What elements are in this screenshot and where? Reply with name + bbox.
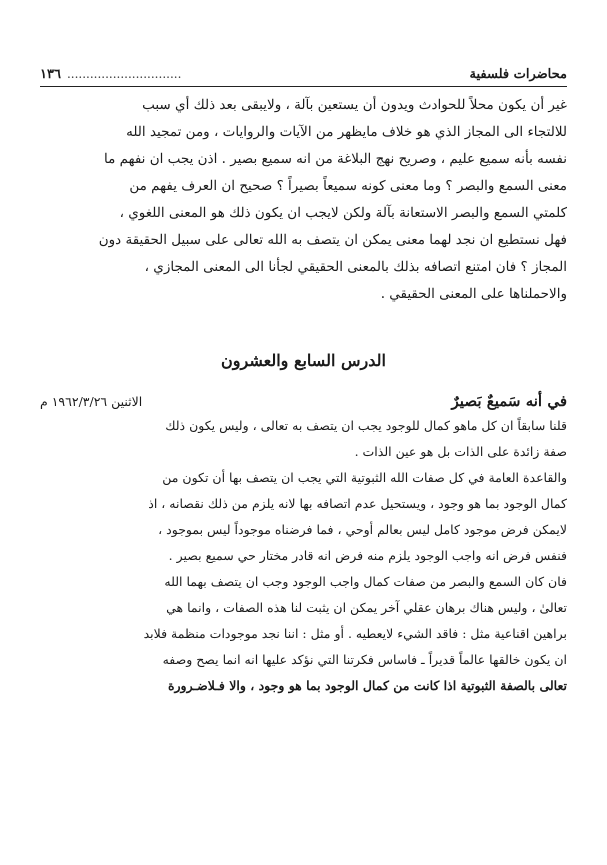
- text-line: تعالىٰ ، وليس هناك برهان عقلي آخر يمكن ان يثبت لنا هذه الصفات ، وانما هي: [166, 600, 567, 615]
- text-line: كمال الوجود بما هو وجود ، ويستحيل عدم اتصافه بها لانه يلزم من ذلك نقصانه ، اذ: [148, 496, 567, 511]
- header-leader-dots: ..............................: [66, 67, 182, 81]
- book-title: محاضرات فلسفية: [469, 66, 567, 82]
- text-line: نفسه بأنه سميع عليم ، وصريح نهج البلاغة من انه سميع بصير . اذن يجب ان نفهم ما: [103, 151, 567, 167]
- header-rule: [40, 86, 567, 87]
- lesson-body: [38, 413, 567, 699]
- text-line: فنفس فرض انه واجب الوجود يلزم منه فرض انه قادر مختار حي سميع بصير .: [168, 548, 567, 563]
- text-line: والقاعدة العامة في كل صفات الله الثبوتية التي يجب ان يتصف بها أن تكون من: [162, 470, 567, 485]
- text-line: تعالى بالصفة الثبوتية اذا كانت من كمال الوجود بما هو وجود ، والا فـلاضـرورة: [167, 678, 567, 693]
- text-line: قلنا سابقاً ان كل ماهو كمال للوجود يجب ان يتصف به تعالى ، وليس يكون ذلك: [165, 418, 567, 433]
- text-line: براهين اقناعية مثل : فاقد الشيء لايعطيه . أو مثل : اننا نجد موجودات منظمة فلابد: [143, 626, 567, 641]
- lesson-topic: في أنه سَميعٌ بَصيرٌ: [451, 392, 567, 410]
- text-line: فهل نستطيع ان نجد لهما معنى يمكن ان يتصف به الله تعالى على سبيل الحقيقة دون: [98, 232, 567, 248]
- text-line: غير أن يكون محلاً للحوادث ويدون أن يستعين بآلة ، ولايبقى بعد ذلك أي سبب: [142, 97, 567, 113]
- lesson-heading: [40, 390, 567, 412]
- text-line: والاحملناها على المعنى الحقيقي .: [380, 286, 567, 302]
- lesson-date: الاثنين ١٩٦٢/٣/٢٦ م: [40, 393, 143, 409]
- text-line: ان يكون خالقها عالماً قديراً ـ فاساس فكرتنا التي نؤكد عليها انه انما يصح وصفه: [162, 652, 567, 667]
- text-line: كلمتي السمع والبصر الاستعانة بآلة ولكن لايجب ان يكون ذلك هو المعنى اللغوي ،: [119, 205, 567, 221]
- text-line: للالتجاء الى المجاز الذي هو خلاف مايظهر من الآيات والروايات ، ومن تمجيد الله: [126, 124, 567, 140]
- text-line: معنى السمع والبصر ؟ وما معنى كونه سميعاً بصيراً ؟ صحيح ان العرف يفهم من: [129, 178, 567, 194]
- paragraph-continuation: [38, 92, 567, 308]
- text-line: المجاز ؟ فان امتنع اتصافه بذلك بالمعنى الحقيقي لجأنا الى المعنى المجازي ،: [144, 259, 567, 275]
- page-number: ١٣٦: [40, 66, 61, 82]
- text-line: لايمكن فرض موجود كامل ليس بعالم أوحي ، فما فرضناه موجوداً ليس بموجود ،: [158, 522, 567, 537]
- text-line: فان كان السمع والبصر من صفات كمال واجب الوجود وجب ان يتصف بهما الله: [164, 574, 567, 589]
- text-line: صفة زائدة على الذات بل هو عين الذات .: [354, 444, 567, 459]
- section-title: الدرس السابع والعشرون: [221, 351, 386, 370]
- running-header: [40, 64, 567, 84]
